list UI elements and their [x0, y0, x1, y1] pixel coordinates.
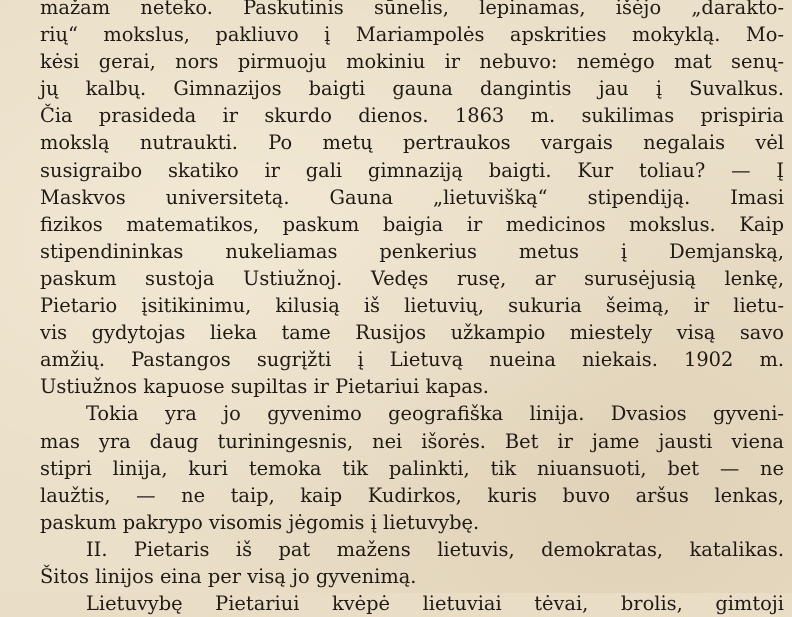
text-line: Pietario įsitikinimu, kilusią iš lietuvių, sukuria šeimą, ir lietu-: [40, 294, 784, 318]
text-line: jų kalbų. Gimnazijos baigti gauna dangintis jau į Suvalkus.: [40, 77, 784, 101]
text-line: II. Pietaris iš pat mažens lietuvis, demokratas, katalikas.: [86, 537, 784, 561]
text-line: paskum pakrypo visomis jėgomis į lietuvybę.: [40, 510, 480, 534]
text-line: stipendininkas nukeliamas penkerius metus į Demjanską,: [40, 239, 784, 263]
paragraph-2: [40, 400, 784, 535]
text-line: kėsi gerai, nors pirmuoju mokiniu ir nebuvo: nemėgo mat senų-: [40, 50, 784, 74]
text-line: fizikos matematikos, paskum baigia ir medicinos mokslus. Kaip: [40, 212, 784, 236]
paragraph-4: [40, 590, 784, 617]
text-line: Lietuvybę Pietariui kvėpė lietuviai tėvai, brolis, gimtoji: [86, 592, 784, 616]
paragraph-3: [40, 536, 784, 590]
text-line: amžių. Pastangos sugrįžti į Lietuvą nueina niekais. 1902 m.: [40, 348, 784, 372]
text-line: Čia prasideda ir skurdo dienos. 1863 m. sukilimas prispiria: [40, 104, 784, 128]
text-line: mažam neteko. Paskutinis sūnelis, lepinamas, išėjo „darakto-: [40, 0, 784, 19]
text-line: Šitos linijos eina per visą jo gyvenimą.: [40, 564, 417, 588]
paragraph-1: [40, 0, 784, 400]
text-line: vis gydytojas lieka tame Rusijos užkampio miestely visą savo: [40, 321, 784, 345]
text-line: Ustiužnos kapuose supiltas ir Pietariui kapas.: [40, 375, 489, 399]
text-line: susigraibo skatiko ir gali gimnaziją baigti. Kur toliau? — Į: [40, 158, 784, 182]
text-line: rių“ mokslus, pakliuvo į Mariampolės apskrities mokyklą. Mo-: [40, 23, 784, 47]
text-line: mokslą nutraukti. Po metų pertraukos vargais negalais vėl: [40, 131, 784, 155]
text-line: Tokia yra jo gyvenimo geografiška linija. Dvasios gyveni-: [86, 402, 784, 426]
text-line: laužtis, — ne taip, kaip Kudirkos, kuris buvo aršus lenkas,: [40, 483, 784, 507]
text-line: stipri linija, kuri temoka tik palinkti, tik niuansuoti, bet — ne: [40, 456, 784, 480]
body-text: [40, 0, 784, 617]
text-line: mas yra daug turiningesnis, nei išorės. Bet ir jame jausti viena: [40, 429, 784, 453]
text-line: paskum sustoja Ustiužnoj. Vedęs rusę, ar surusėjusią lenkę,: [40, 266, 784, 290]
text-line: Maskvos universitetą. Gauna „lietuvišką“ stipendiją. Imasi: [40, 185, 784, 209]
